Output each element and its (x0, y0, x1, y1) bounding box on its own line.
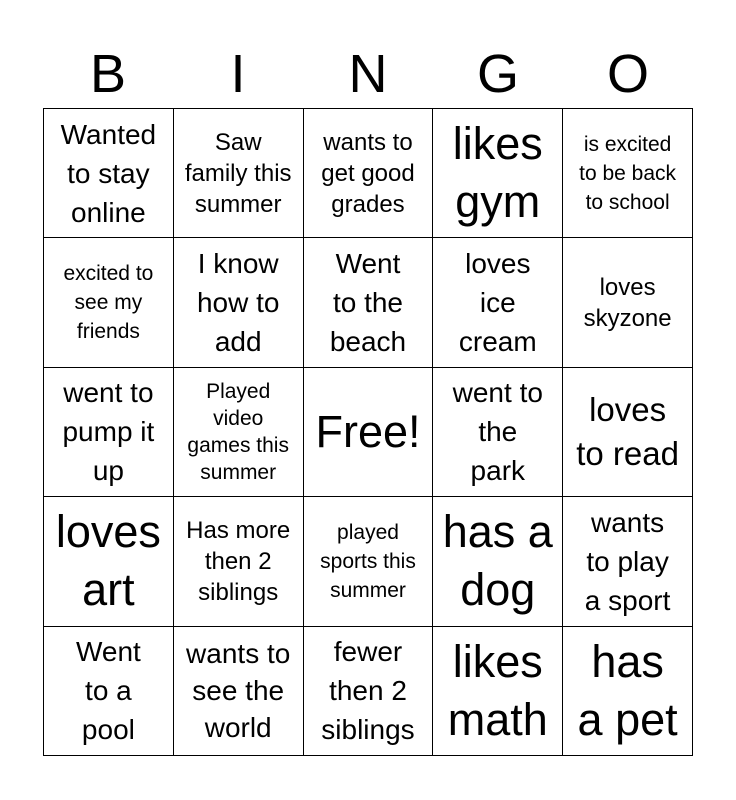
bingo-cell[interactable] (44, 627, 174, 756)
bingo-cell[interactable] (304, 497, 434, 626)
bingo-cell[interactable] (174, 627, 304, 756)
bingo-cell[interactable] (563, 627, 693, 756)
header-letter-b: B (89, 44, 127, 104)
header-letter-o: O (606, 44, 649, 104)
bingo-cell[interactable] (433, 497, 563, 626)
bingo-cell[interactable] (174, 368, 304, 497)
bingo-cell[interactable] (44, 238, 174, 367)
bingo-header (43, 40, 693, 108)
bingo-cell[interactable] (174, 109, 304, 238)
cell-text: likes math (447, 635, 548, 745)
cell-text: has a dog (442, 506, 553, 616)
header-letter-i: I (230, 44, 246, 104)
cell-text: fewer then 2 siblings (321, 636, 415, 746)
cell-text: Went to a pool (75, 636, 141, 746)
cell-text: wants to see the world (186, 638, 291, 744)
cell-text: Played video games this summer (187, 379, 289, 484)
bingo-cell[interactable] (304, 238, 434, 367)
cell-text: loves skyzone (583, 273, 672, 332)
cell-text: Wanted to stay online (60, 118, 157, 228)
free-space-text: Free! (315, 405, 421, 457)
header-letter-g: G (476, 44, 519, 104)
bingo-cell[interactable] (433, 109, 563, 238)
bingo-cell[interactable] (44, 109, 174, 238)
cell-text: excited to see my friends (63, 262, 154, 344)
bingo-cell[interactable] (174, 238, 304, 367)
bingo-cell[interactable] (563, 497, 693, 626)
cell-text: wants to get good grades (321, 128, 415, 218)
cell-text: went to pump it up (62, 377, 155, 487)
header-letter-n: N (348, 44, 388, 104)
cell-text: loves art (55, 506, 161, 616)
bingo-cell[interactable] (174, 497, 304, 626)
bingo-cell[interactable] (44, 368, 174, 497)
bingo-cell[interactable] (433, 627, 563, 756)
bingo-cell[interactable] (44, 497, 174, 626)
cell-text: Saw family this summer (184, 128, 292, 218)
cell-text: Went to the beach (329, 248, 407, 358)
bingo-cell[interactable] (433, 368, 563, 497)
bingo-cell[interactable] (563, 238, 693, 367)
cell-text: played sports this summer (320, 520, 416, 602)
cell-text: loves ice cream (458, 248, 537, 358)
cell-text: went to the park (452, 377, 543, 487)
free-space-cell[interactable] (304, 368, 434, 497)
bingo-cell[interactable] (433, 238, 563, 367)
bingo-cell[interactable] (563, 109, 693, 238)
cell-text: wants to play a sport (584, 506, 671, 616)
cell-text: has a pet (577, 635, 678, 745)
cell-text: likes gym (452, 118, 543, 228)
bingo-cell[interactable] (563, 368, 693, 497)
cell-text: is excited to be back to school (579, 132, 677, 214)
cell-text: Has more then 2 siblings (186, 516, 291, 606)
bingo-cell[interactable] (304, 109, 434, 238)
bingo-board (43, 108, 693, 756)
cell-text: loves to read (576, 390, 679, 472)
bingo-cell[interactable] (304, 627, 434, 756)
cell-text: I know how to add (196, 248, 280, 358)
